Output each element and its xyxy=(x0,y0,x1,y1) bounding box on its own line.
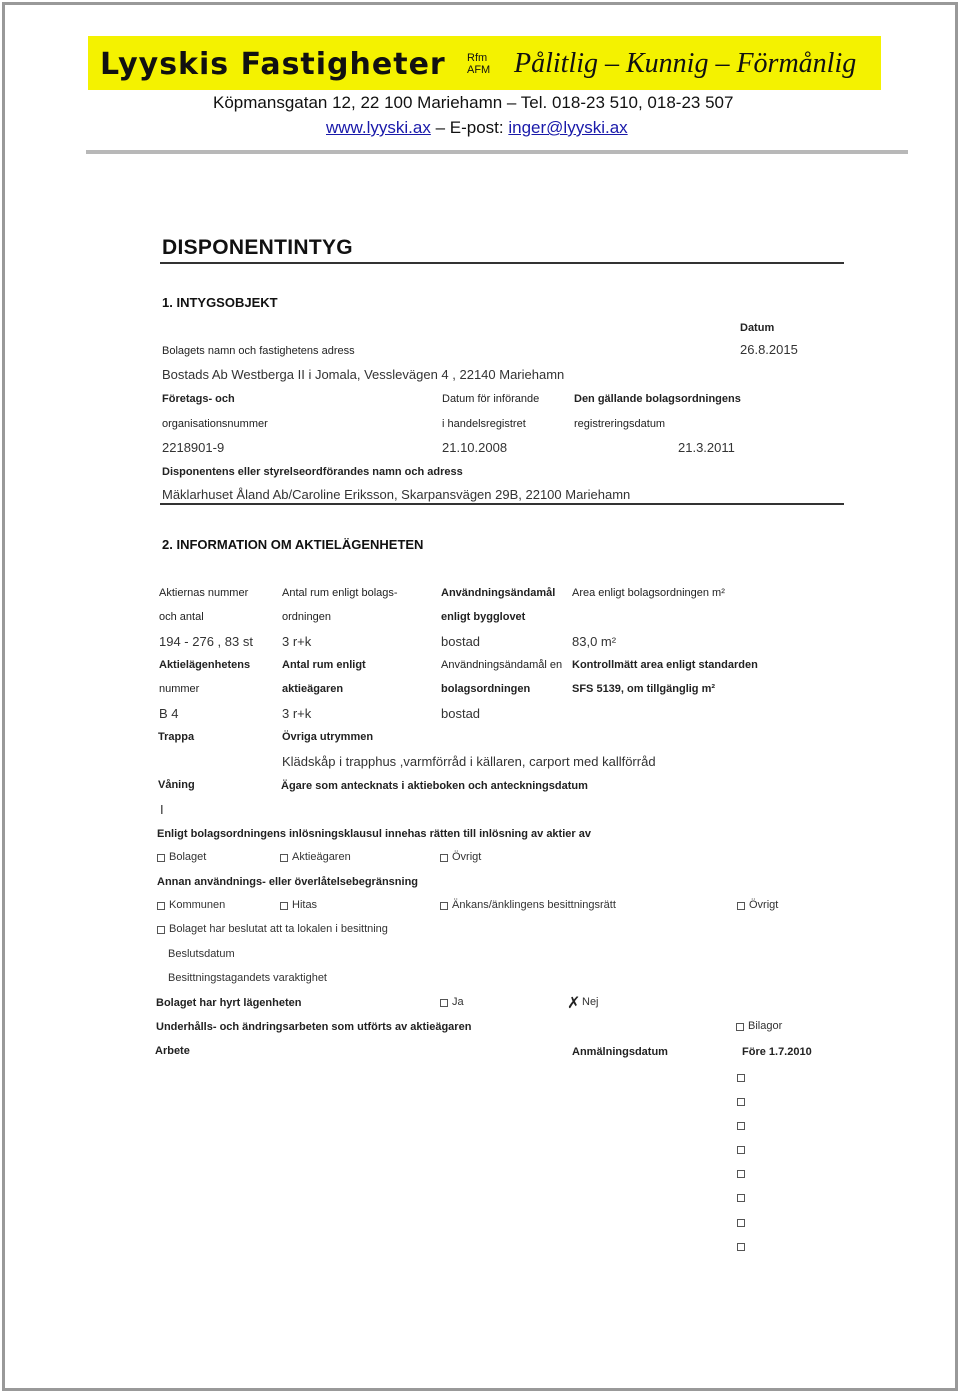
work-label: Arbete xyxy=(155,1045,190,1057)
decision-date-label: Beslutsdatum xyxy=(168,948,235,960)
restriction-option-widow-right[interactable]: Änkans/änklingens besittningsrätt xyxy=(440,899,616,911)
measured-label-1: Kontrollmätt area enligt standarden xyxy=(572,659,758,671)
document-title: DISPONENTINTYG xyxy=(162,236,353,259)
possession-duration-label: Besittningstagandets varaktighet xyxy=(168,972,327,984)
register-label-1: Datum för införande xyxy=(442,393,540,405)
rfm-text: Rfm xyxy=(467,52,488,64)
company-label: Bolagets namn och fastighetens adress xyxy=(162,345,355,357)
checkbox-icon[interactable] xyxy=(737,1098,745,1106)
other-spaces-label: Övriga utrymmen xyxy=(282,731,374,743)
manager-value: Mäklarhuset Åland Ab/Caroline Eriksson, Skarpansvägen 29B, 22100 Mariehamn xyxy=(162,487,631,502)
date-value: 26.8.2015 xyxy=(740,342,798,357)
bylaws-value: 21.3.2011 xyxy=(678,440,735,455)
area-label: Area enligt bolagsordningen m² xyxy=(572,587,725,599)
date-label: Datum xyxy=(740,322,775,334)
rented-option-no: Nej xyxy=(582,996,599,1008)
owner-label: Ägare som antecknats i aktieboken och anteckningsdatum xyxy=(281,780,588,792)
apartment-value: B 4 xyxy=(159,706,179,721)
checkbox-icon[interactable] xyxy=(157,854,165,862)
title-underline xyxy=(160,262,844,264)
orgnr-label-1: Företags- och xyxy=(162,393,235,405)
shares-label-2: och antal xyxy=(159,611,204,623)
attachments-option[interactable]: Bilagor xyxy=(736,1020,782,1032)
manager-label: Disponentens eller styrelseordförandes namn och adress xyxy=(162,466,463,478)
header-divider xyxy=(86,150,908,154)
notification-label: Anmälningsdatum xyxy=(572,1046,668,1058)
checkbox-icon[interactable] xyxy=(737,1170,745,1178)
rooms2-label-1: Antal rum enligt xyxy=(282,659,366,671)
use-value: bostad xyxy=(441,634,481,649)
slogan: Pålitlig – Kunnig – Förmånlig xyxy=(514,48,857,79)
rented-option-yes[interactable]: Ja xyxy=(440,996,464,1008)
redemption-label: Enligt bolagsordningens inlösningsklausul innehas rätten till inlösning av aktier av xyxy=(157,828,591,840)
renovation-label: Underhålls- och ändringsarbeten som utförts av aktieägaren xyxy=(156,1021,472,1033)
section1-heading: 1. INTYGSOBJEKT xyxy=(162,295,278,310)
checkbox-icon[interactable] xyxy=(737,1074,745,1082)
checkbox-icon[interactable] xyxy=(737,1122,745,1130)
use2-label-2: bolagsordningen xyxy=(441,683,531,695)
redemption-option-other[interactable]: Övrigt xyxy=(440,851,481,863)
checkbox-icon[interactable] xyxy=(737,1146,745,1154)
bylaws-label-2: registreringsdatum xyxy=(574,418,666,430)
section1-divider xyxy=(160,503,844,505)
checkbox-icon[interactable] xyxy=(737,1219,745,1227)
checkbox-icon[interactable] xyxy=(737,1243,745,1251)
shares-label-1: Aktiernas nummer xyxy=(159,587,249,599)
checkbox-icon[interactable] xyxy=(280,902,288,910)
checkbox-icon[interactable] xyxy=(440,902,448,910)
website-link[interactable]: www.lyyski.ax xyxy=(326,118,431,137)
redemption-option-shareholder[interactable]: Aktieägaren xyxy=(280,851,351,863)
rfm-afm-mark xyxy=(467,52,490,76)
bylaws-label-1: Den gällande bolagsordningens xyxy=(574,393,741,405)
orgnr-label-2: organisationsnummer xyxy=(162,418,268,430)
rooms-label-2: ordningen xyxy=(282,611,331,623)
before-date-label: Före 1.7.2010 xyxy=(742,1046,812,1058)
company-logo: Lyyskis Fastigheter xyxy=(100,47,446,82)
use2-value: bostad xyxy=(441,706,481,721)
register-label-2: i handelsregistret xyxy=(442,418,526,430)
rooms-label-1: Antal rum enligt bolags- xyxy=(282,587,398,599)
company-value: Bostads Ab Westberga II i Jomala, Vesslevägen 4 , 22140 Mariehamn xyxy=(162,367,565,382)
apartment-label-1: Aktielägenhetens xyxy=(159,659,251,671)
restriction-option-hitas[interactable]: Hitas xyxy=(280,899,317,911)
rooms2-value: 3 r+k xyxy=(282,706,312,721)
floor-label: Våning xyxy=(158,779,195,791)
redemption-option-company[interactable]: Bolaget xyxy=(157,851,206,863)
area-value: 83,0 m² xyxy=(572,634,617,649)
shares-value: 194 - 276 , 83 st xyxy=(159,634,253,649)
floor-value: I xyxy=(160,802,164,817)
apartment-label-2: nummer xyxy=(159,683,200,695)
checkbox-icon[interactable] xyxy=(157,926,165,934)
contact-line xyxy=(326,118,628,138)
rented-label: Bolaget har hyrt lägenheten xyxy=(156,997,302,1009)
measured-label-2: SFS 5139, om tillgänglig m² xyxy=(572,683,716,695)
checkbox-icon[interactable] xyxy=(737,902,745,910)
use-label-1: Användningsändamål xyxy=(441,587,556,599)
email-label: – E-post: xyxy=(435,118,504,137)
section2-heading: 2. INFORMATION OM AKTIELÄGENHETEN xyxy=(162,537,424,552)
checkbox-icon[interactable] xyxy=(737,1194,745,1202)
register-value: 21.10.2008 xyxy=(442,440,508,455)
restriction-option-municipality[interactable]: Kommunen xyxy=(157,899,225,911)
checkbox-icon[interactable] xyxy=(440,854,448,862)
restriction-option-other[interactable]: Övrigt xyxy=(737,899,778,911)
possession-option[interactable]: Bolaget har beslutat att ta lokalen i besittning xyxy=(157,923,388,935)
restriction-label: Annan användnings- eller överlåtelsebegränsning xyxy=(157,876,419,888)
checkbox-icon[interactable] xyxy=(736,1023,744,1031)
checkbox-icon[interactable] xyxy=(280,854,288,862)
afm-text: AFM xyxy=(467,64,491,76)
page-border xyxy=(2,2,958,1391)
use2-label-1: Användningsändamål en xyxy=(441,659,563,671)
rooms-value: 3 r+k xyxy=(282,634,312,649)
checked-x-icon[interactable]: ✗ xyxy=(567,995,581,1012)
checkbox-icon[interactable] xyxy=(440,999,448,1007)
checkbox-icon[interactable] xyxy=(157,902,165,910)
stairs-label: Trappa xyxy=(158,731,195,743)
email-link[interactable]: inger@lyyski.ax xyxy=(508,118,628,137)
company-address: Köpmansgatan 12, 22 100 Mariehamn – Tel. 018-23 510, 018-23 507 xyxy=(213,93,734,112)
rooms2-label-2: aktieägaren xyxy=(282,683,344,695)
other-spaces-value: Klädskåp i trapphus ,varmförråd i källaren, carport med kallförråd xyxy=(282,754,656,769)
orgnr-value: 2218901-9 xyxy=(162,440,225,455)
use-label-2: enligt bygglovet xyxy=(441,611,526,623)
